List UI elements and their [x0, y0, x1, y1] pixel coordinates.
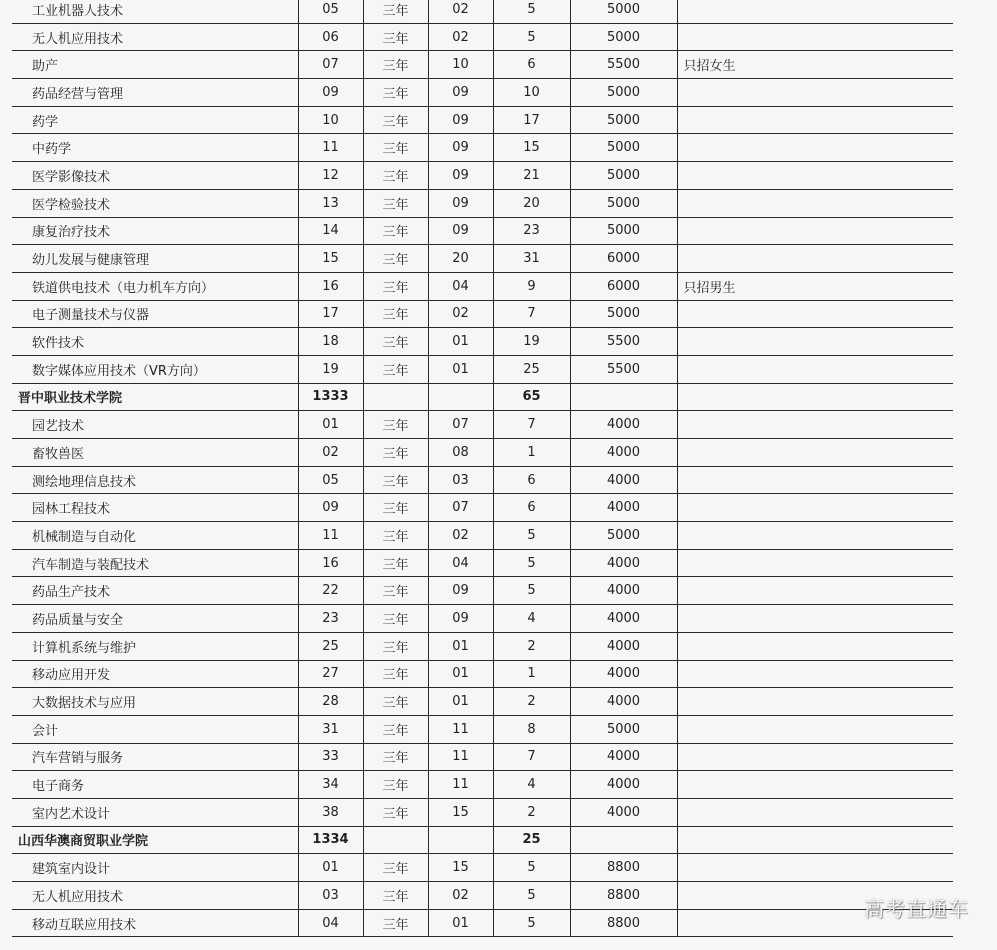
major-name: 园林工程技术: [12, 494, 298, 522]
plan-count: 5: [493, 854, 570, 882]
major-row: [12, 660, 953, 688]
major-code: 09: [298, 79, 363, 107]
remark: [677, 0, 953, 23]
major-row: [12, 217, 953, 245]
major-code: 25: [298, 632, 363, 660]
study-length: 三年: [363, 300, 428, 328]
tuition-fee: 6000: [570, 272, 677, 300]
plan-count: 21: [493, 162, 570, 190]
plan-count: 7: [493, 411, 570, 439]
remark: [677, 411, 953, 439]
subject-category: 11: [428, 771, 493, 799]
major-code: 09: [298, 494, 363, 522]
major-code: 11: [298, 522, 363, 550]
tuition-fee: 5000: [570, 0, 677, 23]
subject-category: 09: [428, 217, 493, 245]
tuition-fee: 4000: [570, 660, 677, 688]
subject-category: 01: [428, 328, 493, 356]
tuition-fee: 8800: [570, 854, 677, 882]
study-length: 三年: [363, 466, 428, 494]
enrollment-table: [12, 0, 953, 937]
remark: [677, 660, 953, 688]
study-length: 三年: [363, 411, 428, 439]
subject-category: 02: [428, 882, 493, 910]
enrollment-table-body: [12, 0, 953, 937]
remark: [677, 632, 953, 660]
subject-category: 15: [428, 854, 493, 882]
plan-count: 1: [493, 660, 570, 688]
major-row: [12, 798, 953, 826]
major-name: 数字媒体应用技术（VR方向）: [12, 355, 298, 383]
major-row: [12, 245, 953, 273]
plan-count: 7: [493, 743, 570, 771]
major-name: 软件技术: [12, 328, 298, 356]
major-row: [12, 743, 953, 771]
major-name: 药品生产技术: [12, 577, 298, 605]
remark: [677, 466, 953, 494]
subject-category: 10: [428, 51, 493, 79]
major-code: 03: [298, 882, 363, 910]
major-row: [12, 79, 953, 107]
plan-count: 5: [493, 909, 570, 937]
study-length: 三年: [363, 23, 428, 51]
major-code: 28: [298, 688, 363, 716]
remark: [677, 300, 953, 328]
major-row: [12, 439, 953, 467]
tuition-fee: 5500: [570, 51, 677, 79]
major-name: 计算机系统与维护: [12, 632, 298, 660]
study-length: 三年: [363, 162, 428, 190]
major-code: 34: [298, 771, 363, 799]
major-row: [12, 882, 953, 910]
major-code: 06: [298, 23, 363, 51]
major-row: [12, 0, 953, 23]
study-length: 三年: [363, 522, 428, 550]
tuition-fee: 4000: [570, 743, 677, 771]
school-name: 山西华澳商贸职业学院: [12, 826, 298, 854]
remark: [677, 106, 953, 134]
major-code: 01: [298, 411, 363, 439]
tuition-fee: 8800: [570, 909, 677, 937]
study-length: 三年: [363, 854, 428, 882]
study-length: 三年: [363, 688, 428, 716]
study-length: 三年: [363, 577, 428, 605]
study-length: 三年: [363, 882, 428, 910]
remark: [677, 549, 953, 577]
subject-category: 01: [428, 355, 493, 383]
plan-count: 23: [493, 217, 570, 245]
major-name: 幼儿发展与健康管理: [12, 245, 298, 273]
remark: 只招男生: [677, 272, 953, 300]
tuition-fee: 4000: [570, 439, 677, 467]
major-name: 药学: [12, 106, 298, 134]
study-length: 三年: [363, 909, 428, 937]
plan-count: 10: [493, 79, 570, 107]
plan-count: 2: [493, 798, 570, 826]
major-row: [12, 355, 953, 383]
school-code: 1334: [298, 826, 363, 854]
tuition-fee: 4000: [570, 466, 677, 494]
tuition-fee: 5000: [570, 189, 677, 217]
subject-category: 01: [428, 632, 493, 660]
plan-count: 19: [493, 328, 570, 356]
subject-category: 02: [428, 522, 493, 550]
tuition-fee: 8800: [570, 882, 677, 910]
study-length: 三年: [363, 245, 428, 273]
study-length: 三年: [363, 0, 428, 23]
major-name: 移动应用开发: [12, 660, 298, 688]
study-length: 三年: [363, 189, 428, 217]
subject-category: 01: [428, 688, 493, 716]
tuition-fee: 4000: [570, 549, 677, 577]
tuition-fee: 5000: [570, 715, 677, 743]
study-length: 三年: [363, 79, 428, 107]
major-name: 医学影像技术: [12, 162, 298, 190]
plan-count: 7: [493, 300, 570, 328]
major-row: [12, 466, 953, 494]
major-name: 汽车营销与服务: [12, 743, 298, 771]
major-code: 33: [298, 743, 363, 771]
remark: [677, 162, 953, 190]
major-row: [12, 328, 953, 356]
major-row: [12, 577, 953, 605]
plan-count: 9: [493, 272, 570, 300]
subject-category: 11: [428, 743, 493, 771]
tuition-fee: 5000: [570, 522, 677, 550]
subject-category: 07: [428, 494, 493, 522]
remark: [677, 854, 953, 882]
tuition-fee: 4000: [570, 771, 677, 799]
remark: [677, 134, 953, 162]
plan-count: 2: [493, 688, 570, 716]
remark: [677, 577, 953, 605]
major-code: 11: [298, 134, 363, 162]
major-code: 17: [298, 300, 363, 328]
major-row: [12, 494, 953, 522]
major-code: 18: [298, 328, 363, 356]
remark: [677, 383, 953, 411]
subject-category: 09: [428, 189, 493, 217]
remark: [677, 688, 953, 716]
subject-category: 02: [428, 0, 493, 23]
subject-category: 01: [428, 660, 493, 688]
tuition-fee: 4000: [570, 494, 677, 522]
plan-count: 31: [493, 245, 570, 273]
major-row: [12, 771, 953, 799]
subject-category: 09: [428, 79, 493, 107]
major-name: 药品质量与安全: [12, 605, 298, 633]
school-name: 晋中职业技术学院: [12, 383, 298, 411]
study-length: 三年: [363, 217, 428, 245]
major-row: [12, 272, 953, 300]
study-length: 三年: [363, 771, 428, 799]
major-name: 会计: [12, 715, 298, 743]
study-length: 三年: [363, 494, 428, 522]
major-name: 中药学: [12, 134, 298, 162]
plan-count: 25: [493, 355, 570, 383]
remark: [677, 79, 953, 107]
subject-category: 09: [428, 106, 493, 134]
major-name: 畜牧兽医: [12, 439, 298, 467]
major-code: 16: [298, 272, 363, 300]
tuition-fee: 5000: [570, 23, 677, 51]
major-code: 02: [298, 439, 363, 467]
subject-category: 07: [428, 411, 493, 439]
major-code: 23: [298, 605, 363, 633]
subject-category: 02: [428, 23, 493, 51]
study-length: 三年: [363, 660, 428, 688]
remark: [677, 743, 953, 771]
school-row: [12, 826, 953, 854]
major-name: 电子商务: [12, 771, 298, 799]
remark: [677, 826, 953, 854]
major-code: 14: [298, 217, 363, 245]
plan-count: 6: [493, 466, 570, 494]
major-code: 01: [298, 854, 363, 882]
study-length: 三年: [363, 743, 428, 771]
remark: [677, 522, 953, 550]
major-code: 16: [298, 549, 363, 577]
subject-category: 15: [428, 798, 493, 826]
plan-count: 5: [493, 577, 570, 605]
tuition-fee: 5000: [570, 79, 677, 107]
remark: [677, 494, 953, 522]
major-row: [12, 300, 953, 328]
subject-category: 09: [428, 605, 493, 633]
major-name: 电子测量技术与仪器: [12, 300, 298, 328]
study-length: 三年: [363, 272, 428, 300]
remark: 只招女生: [677, 51, 953, 79]
study-length: 三年: [363, 355, 428, 383]
school-row: [12, 383, 953, 411]
plan-count: 65: [493, 383, 570, 411]
subject-category: 04: [428, 272, 493, 300]
study-length: 三年: [363, 106, 428, 134]
major-name: 移动互联应用技术: [12, 909, 298, 937]
major-name: 助产: [12, 51, 298, 79]
major-code: 05: [298, 0, 363, 23]
subject-category: 03: [428, 466, 493, 494]
major-name: 建筑室内设计: [12, 854, 298, 882]
plan-count: 8: [493, 715, 570, 743]
subject-category: 09: [428, 134, 493, 162]
major-name: 汽车制造与装配技术: [12, 549, 298, 577]
remark: [677, 771, 953, 799]
subject-category: 11: [428, 715, 493, 743]
major-name: 康复治疗技术: [12, 217, 298, 245]
major-name: 工业机器人技术: [12, 0, 298, 23]
major-row: [12, 715, 953, 743]
major-row: [12, 162, 953, 190]
major-name: 园艺技术: [12, 411, 298, 439]
tuition-fee: 5000: [570, 134, 677, 162]
study-length: 三年: [363, 328, 428, 356]
major-row: [12, 909, 953, 937]
major-row: [12, 854, 953, 882]
major-code: 04: [298, 909, 363, 937]
study-length: [363, 383, 428, 411]
study-length: 三年: [363, 798, 428, 826]
subject-category: 02: [428, 300, 493, 328]
tuition-fee: 5000: [570, 217, 677, 245]
plan-count: 6: [493, 51, 570, 79]
study-length: 三年: [363, 439, 428, 467]
subject-category: 08: [428, 439, 493, 467]
study-length: 三年: [363, 715, 428, 743]
plan-count: 5: [493, 0, 570, 23]
major-code: 12: [298, 162, 363, 190]
major-row: [12, 134, 953, 162]
plan-count: 17: [493, 106, 570, 134]
major-code: 27: [298, 660, 363, 688]
major-name: 铁道供电技术（电力机车方向）: [12, 272, 298, 300]
major-code: 19: [298, 355, 363, 383]
study-length: 三年: [363, 51, 428, 79]
tuition-fee: 5000: [570, 106, 677, 134]
major-name: 无人机应用技术: [12, 882, 298, 910]
major-code: 38: [298, 798, 363, 826]
tuition-fee: 4000: [570, 605, 677, 633]
major-name: 医学检验技术: [12, 189, 298, 217]
tuition-fee: 4000: [570, 798, 677, 826]
major-row: [12, 549, 953, 577]
tuition-fee: 5000: [570, 300, 677, 328]
major-name: 机械制造与自动化: [12, 522, 298, 550]
tuition-fee: 5000: [570, 162, 677, 190]
major-code: 22: [298, 577, 363, 605]
major-name: 大数据技术与应用: [12, 688, 298, 716]
plan-count: 5: [493, 549, 570, 577]
major-row: [12, 189, 953, 217]
remark: [677, 245, 953, 273]
major-row: [12, 411, 953, 439]
major-row: [12, 522, 953, 550]
tuition-fee: 4000: [570, 577, 677, 605]
study-length: 三年: [363, 134, 428, 162]
plan-count: 2: [493, 632, 570, 660]
major-name: 测绘地理信息技术: [12, 466, 298, 494]
major-row: [12, 605, 953, 633]
major-code: 15: [298, 245, 363, 273]
study-length: 三年: [363, 605, 428, 633]
major-row: [12, 106, 953, 134]
plan-count: 4: [493, 605, 570, 633]
major-row: [12, 23, 953, 51]
remark: [677, 355, 953, 383]
major-name: 药品经营与管理: [12, 79, 298, 107]
major-row: [12, 51, 953, 79]
tuition-fee: 4000: [570, 632, 677, 660]
tuition-fee: 5500: [570, 328, 677, 356]
school-code: 1333: [298, 383, 363, 411]
major-row: [12, 688, 953, 716]
study-length: [363, 826, 428, 854]
plan-count: 6: [493, 494, 570, 522]
tuition-fee: 6000: [570, 245, 677, 273]
subject-category: [428, 383, 493, 411]
plan-count: 5: [493, 882, 570, 910]
plan-count: 25: [493, 826, 570, 854]
remark: [677, 328, 953, 356]
major-code: 07: [298, 51, 363, 79]
plan-count: 5: [493, 522, 570, 550]
major-code: 31: [298, 715, 363, 743]
study-length: 三年: [363, 549, 428, 577]
subject-category: 09: [428, 162, 493, 190]
major-code: 10: [298, 106, 363, 134]
remark: [677, 189, 953, 217]
tuition-fee: 5500: [570, 355, 677, 383]
subject-category: 04: [428, 549, 493, 577]
major-code: 05: [298, 466, 363, 494]
plan-count: 1: [493, 439, 570, 467]
major-code: 13: [298, 189, 363, 217]
tuition-fee: 4000: [570, 411, 677, 439]
remark: [677, 217, 953, 245]
remark: [677, 23, 953, 51]
tuition-fee: [570, 383, 677, 411]
remark: [677, 798, 953, 826]
remark: [677, 605, 953, 633]
subject-category: 01: [428, 909, 493, 937]
watermark: 高考直通车: [864, 897, 969, 921]
remark: [677, 715, 953, 743]
tuition-fee: 4000: [570, 688, 677, 716]
subject-category: 20: [428, 245, 493, 273]
plan-count: 15: [493, 134, 570, 162]
major-name: 无人机应用技术: [12, 23, 298, 51]
subject-category: [428, 826, 493, 854]
major-row: [12, 632, 953, 660]
plan-count: 4: [493, 771, 570, 799]
plan-count: 20: [493, 189, 570, 217]
plan-count: 5: [493, 23, 570, 51]
remark: [677, 439, 953, 467]
major-name: 室内艺术设计: [12, 798, 298, 826]
study-length: 三年: [363, 632, 428, 660]
tuition-fee: [570, 826, 677, 854]
subject-category: 09: [428, 577, 493, 605]
